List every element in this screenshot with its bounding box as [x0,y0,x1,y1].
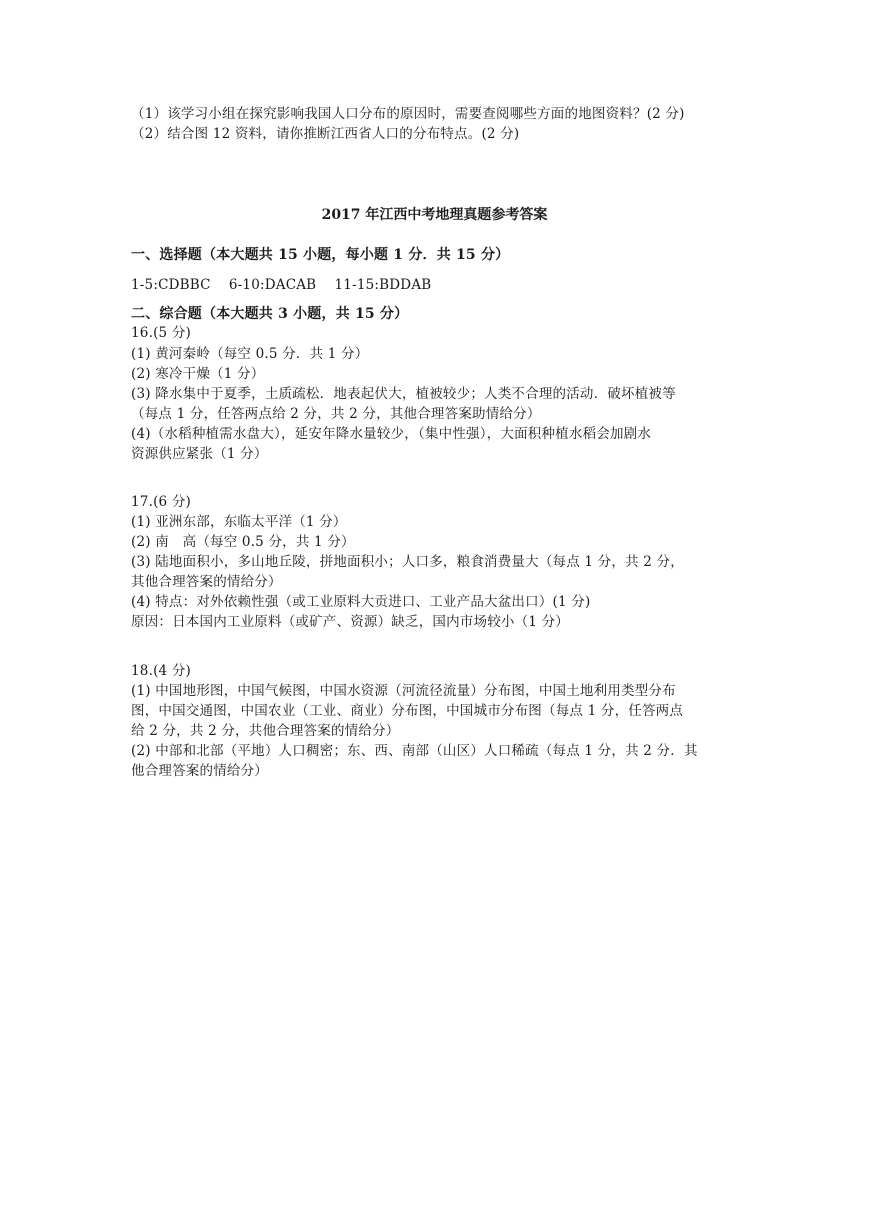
q16-line: (1) 黄河秦岭（每空 0.5 分．共 1 分） [131,346,369,362]
q18-line: (1) 中国地形图，中国气候图，中国水资源（河流径流量）分布图，中国土地利用类型分布 [131,683,676,699]
section-2-heading: 二、综合题（本大题共 3 小题，共 15 分） [131,306,409,322]
question-2-text: （2）结合图 12 资料，请你推断江西省人口的分布特点。(2 分) [131,126,520,142]
q17-line: (2) 南 高（每空 0.5 分，共 1 分） [131,534,355,550]
q17-line: 原因：日本国内工业原料（或矿产、资源）缺乏，国内市场较小（1 分） [131,614,569,630]
q17-header: 17.(6 分) [131,494,191,510]
q18-header: 18.(4 分) [131,663,191,679]
q17-line: (3) 陆地面积小，多山地丘陵，拼地面积小；人口多，粮食消费量大（每点 1 分，共 2 分， [131,554,684,570]
choice-answers: 1-5:CDBBC 6-10:DACAB 11-15:BDDAB [131,277,432,293]
q18-line: (2) 中部和北部（平地）人口稠密；东、西、南部（山区）人口稀疏（每点 1 分，共 2 分．其 [131,743,698,759]
q17-line: 其他合理答案的情给分） [131,574,282,590]
question-1-text: （1）该学习小组在探究影响我国人口分布的原因时，需要查阅哪些方面的地图资料？(2 分) [131,106,685,122]
q18-line: 图，中国交通图，中国农业（工业、商业）分布图，中国城市分布图（每点 1 分，任答两点 [131,703,684,719]
q16-line: （每点 1 分，任答两点给 2 分，共 2 分，其他合理答案助情给分） [131,406,541,422]
q16-line: (2) 寒冷干燥（1 分） [131,366,265,382]
q17-line: (4) 特点：对外依赖性强（或工业原料大贡进口、工业产品大盆出口）(1 分) [131,594,591,610]
q16-line: (3) 降水集中于夏季，土质疏松．地表起伏大，植被较少；人类不合理的活动．破坏植被等 [131,386,676,402]
answer-key-title: 2017 年江西中考地理真题参考答案 [321,207,548,223]
q16-line: 资源供应紧张（1 分） [131,446,268,462]
q18-line: 给 2 分，共 2 分，共他合理答案的情给分） [131,723,400,739]
section-1-heading: 一、选择题（本大题共 15 小题，每小题 1 分．共 15 分） [131,247,510,263]
q16-line: (4)（水稻种植需水盘大），延安年降水量较少，（集中性强），大面积种植水稻会加剧水 [131,426,652,442]
q16-header: 16.(5 分) [131,325,191,341]
q18-line: 他合理答案的情给分） [131,763,268,779]
q17-line: (1) 亚洲东部，东临太平洋（1 分） [131,514,347,530]
